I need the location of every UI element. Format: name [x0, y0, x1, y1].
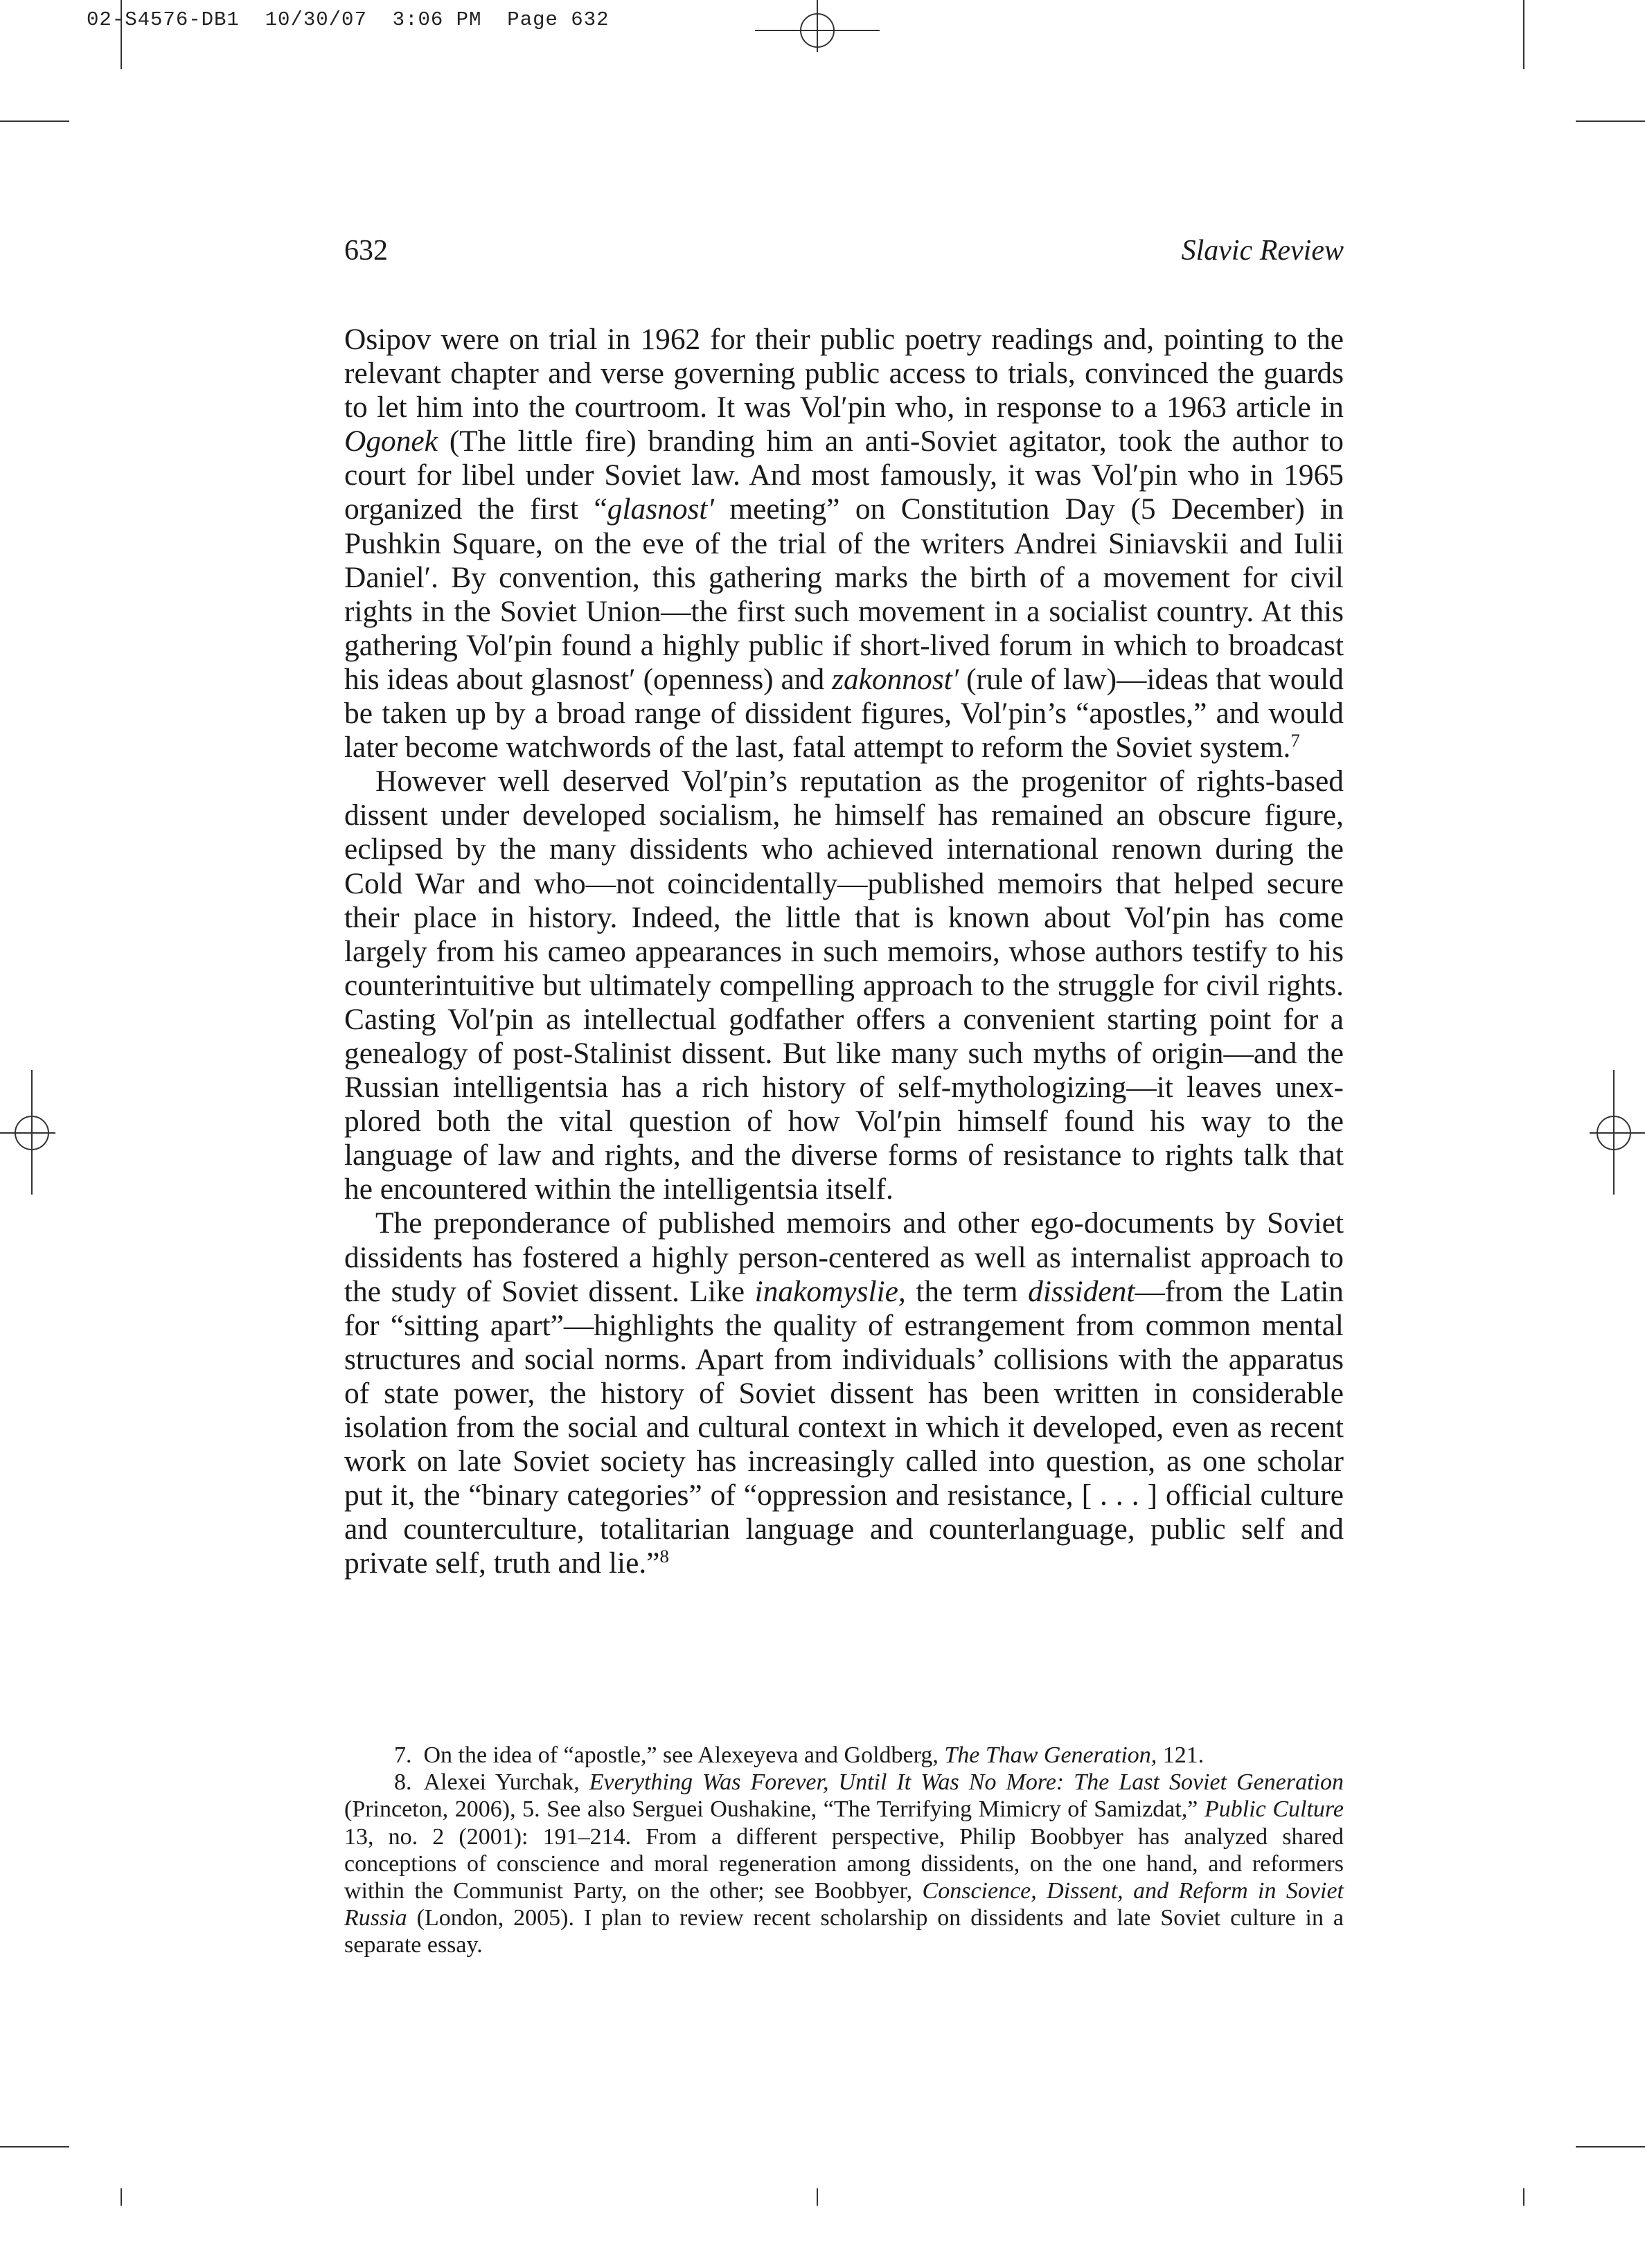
- footnotes: [344, 1742, 1344, 1959]
- footnote-7: 7. On the idea of “apostle,” see Alexeyeva and Goldberg, The Thaw Generation, 121.: [394, 1742, 1204, 1768]
- printer-slug: 02-S4576-DB1 10/30/07 3:06 PM Page 632: [87, 8, 610, 31]
- italic-term: glasnost′: [607, 492, 714, 526]
- registration-mark-right: [1590, 1070, 1645, 1195]
- footnote-ref-8: 8: [659, 1546, 669, 1567]
- footnote-8: 8. Alexei Yurchak, Everything Was Forever, Until It Was No More: The Last Soviet Generation (Princeton, 2006), 5. See also Serguei Oushakine, “The Terrifying Mimicry of Samizdat,” Public Culture 13, no. 2 (2001): 191–214. From a different perspective, Philip Boobbyer has analyzed shared conceptions of conscience and moral regeneration among dissidents, on the one hand, and reformers within the Communist Party, on the other; see Boobbyer, Conscience, Dissent, and Reform in Soviet Russia (London, 2005). I plan to review recent scholarship on dissidents and late Soviet culture in a separate essay.: [344, 1769, 1344, 1958]
- page-number: 632: [344, 235, 388, 267]
- paragraph-1: Osipov were on trial in 1962 for their public poetry readings and, pointing to the relevant chapter and verse governing public access to trials, convinced the guards to let him into the courtroom. It was Vol′pin who, in response to a 1963 article in Ogonek (The little fire) branding him an anti-Soviet agitator, took the author to court for libel under Soviet law. And most famously, it was Vol′pin who in 1965 organized the first “glasnost′ meeting” on Constitution Day (5 December) in Pushkin Square, on the eve of the trial of the writers Andrei Siniavskii and Iulii Daniel′. By convention, this gathering marks the birth of a movement for civil rights in the Soviet Union—the first such movement in a socialist country. At this gathering Vol′pin found a highly public if short-lived forum in which to broadcast his ideas about glasnost′ (openness) and zakonnost′ (rule of law)—ideas that would be taken up by a broad range of dissident figures, Vol′pin’s “apostles,” and would later become watchwords of the last, fatal attempt to reform the Soviet system.$^7$: [344, 323, 1344, 765]
- italic-term: inakomyslie,: [754, 1274, 906, 1308]
- italic-term: zakonnost′: [832, 662, 959, 696]
- italic-title: The Thaw Generation,: [944, 1742, 1157, 1768]
- italic-title: Conscience, Dissent, and Reform in Soviet Russia: [344, 1878, 1344, 1931]
- italic-term: Ogonek: [344, 425, 438, 458]
- running-head: [344, 234, 1344, 276]
- paragraph-2: However well deserved Vol′pin’s reputation as the progenitor of rights-based dissent under developed socialism, he himself has remained an obscure figure, eclipsed by the many dissidents who achieved international renown during the Cold War and who—not coincidentally—published memoirs that helped secure their place in history. Indeed, the little that is known about Vol′pin has come largely from his cameo appearances in such memoirs, whose authors testify to his counterintuitive but ultimately compelling approach to the struggle for civil rights. Casting Vol′pin as intellectual godfather offers a convenient starting point for a genealogy of post-Stalinist dissent. But like many such myths of origin—and the Russian intelligentsia has a rich history of self-mythologizing—it leaves unexplored both the vital question of how Vol′pin himself found his way to the language of law and rights, and the diverse forms of resistance to rights talk that he encountered within the intelligentsia itself.: [344, 765, 1344, 1206]
- registration-mark-left: [0, 1070, 55, 1195]
- italic-term: dissident: [1028, 1274, 1135, 1308]
- registration-mark-top: [755, 0, 880, 52]
- article-body: [344, 323, 1344, 1580]
- footnote-ref-7: 7: [1290, 730, 1300, 751]
- italic-title: Everything Was Forever, Until It Was No More: The Last Soviet Generation: [589, 1769, 1344, 1796]
- italic-title: Public Culture: [1204, 1796, 1344, 1823]
- journal-title: Slavic Review: [1181, 235, 1344, 267]
- paragraph-3: The preponderance of published memoirs and other ego-documents by Soviet dissidents has fostered a highly person-centered as well as internalist approach to the study of Soviet dissent. Like inakomyslie, the term dissident—from the Latin for “sitting apart”—highlights the quality of estrangement from common mental structures and social norms. Apart from individuals’ collisions with the apparatus of state power, the history of Soviet dissent has been written in considerable isolation from the social and cultural context in which it developed, even as recent work on late Soviet society has increasingly called into question, as one scholar put it, the “binary categories” of “oppression and resistance, [ . . . ] official culture and counterculture, totalitarian language and counterlanguage, public self and private self, truth and lie.”$^8$: [344, 1206, 1344, 1580]
